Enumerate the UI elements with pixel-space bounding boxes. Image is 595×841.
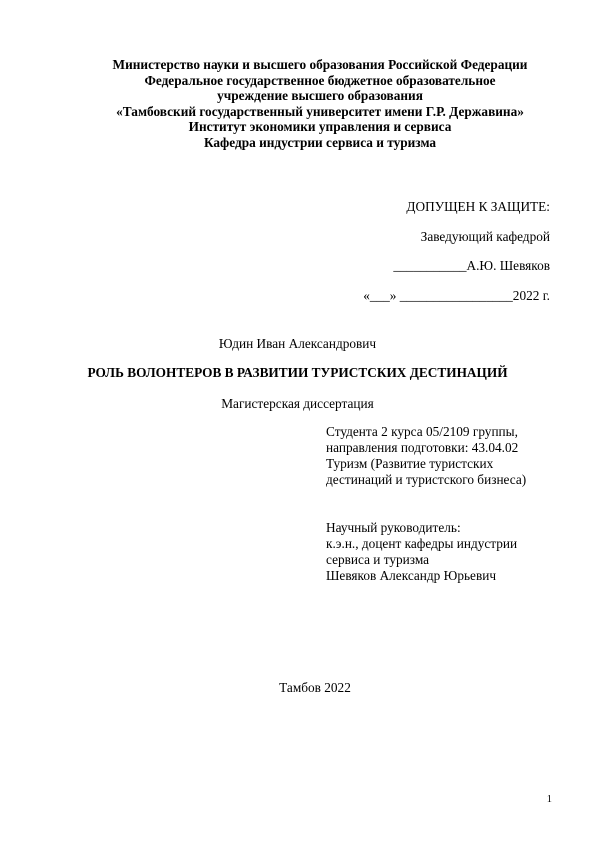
head-position-label: Заведующий кафедрой xyxy=(420,228,550,244)
signature-line: ___________А.Ю. Шевяков xyxy=(393,258,550,273)
department-line: Кафедра индустрии сервиса и туризма xyxy=(203,134,437,150)
supervisor-info-line: сервиса и туризма xyxy=(326,552,430,567)
city-year: Тамбов 2022 xyxy=(279,680,351,695)
supervisor-info-line: Научный руководитель: xyxy=(326,520,461,535)
ministry-line: Министерство науки и высшего образования Российской Федерации xyxy=(112,57,528,72)
institution-type-line: Федеральное государственное бюджетное образовательное xyxy=(144,72,496,88)
institution-header xyxy=(0,57,595,151)
supervisor-info-line: Шевяков Александр Юрьевич xyxy=(326,568,497,583)
approval-block xyxy=(363,199,550,317)
student-info-line: направления подготовки: 43.04.02 xyxy=(326,440,519,455)
university-name-line: «Тамбовский государственный университет имени Г.Р. Державина» xyxy=(116,103,524,119)
date-line: «___» _________________2022 г. xyxy=(363,287,550,303)
student-info-block xyxy=(326,424,526,488)
thesis-title: РОЛЬ ВОЛОНТЕРОВ В РАЗВИТИИ ТУРИСТСКИХ ДЕСТИНАЦИЙ xyxy=(87,365,508,380)
student-info-line: дестинаций и туристского бизнеса) xyxy=(326,472,527,487)
supervisor-info-line: к.э.н., доцент кафедры индустрии xyxy=(326,536,518,551)
institute-line: Институт экономики управления и сервиса xyxy=(188,119,452,135)
page-number: 1 xyxy=(546,794,552,805)
supervisor-info-block xyxy=(326,520,517,584)
student-info-line: Туризм (Развитие туристских xyxy=(326,456,494,471)
student-info-line: Студента 2 курса 05/2109 группы, xyxy=(326,424,518,439)
education-level-line: учреждение высшего образования xyxy=(217,88,423,104)
document-type: Магистерская диссертация xyxy=(221,396,374,411)
author-name: Юдин Иван Александрович xyxy=(218,336,377,351)
admitted-label: ДОПУЩЕН К ЗАЩИТЕ: xyxy=(406,199,550,214)
